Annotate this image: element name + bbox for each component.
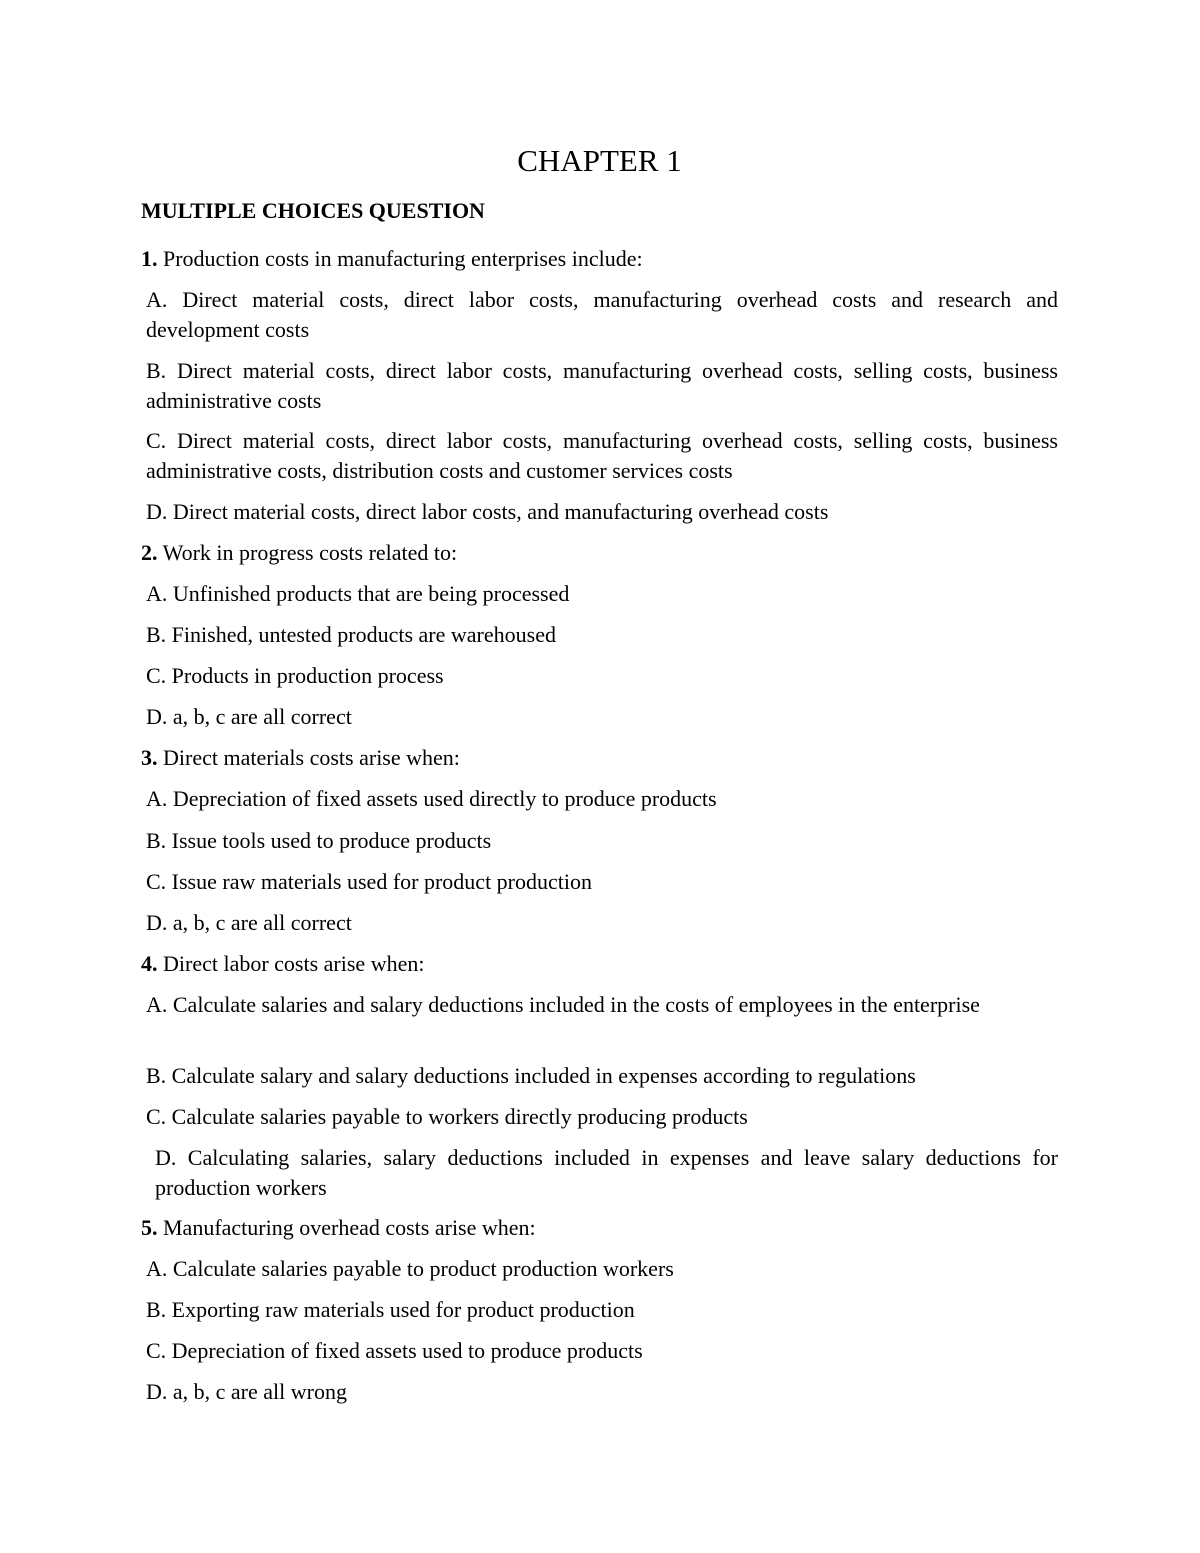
question-text: Direct materials costs arise when: — [157, 745, 460, 770]
question-5-option-a: A. Calculate salaries payable to product production workers — [146, 1256, 674, 1281]
chapter-title: CHAPTER 1 — [517, 143, 682, 178]
question-text: Manufacturing overhead costs arise when: — [157, 1215, 536, 1240]
question-number: 2. — [141, 540, 158, 565]
question-3 — [141, 743, 1058, 773]
question-1-option-a: A. Direct material costs, direct labor costs, manufacturing overhead costs and research and development costs — [146, 287, 1058, 342]
question-text: Work in progress costs related to: — [157, 540, 458, 565]
question-3-option-d: D. a, b, c are all correct — [146, 910, 352, 935]
question-4-option-a: A. Calculate salaries and salary deductions included in the costs of employees in the enterprise — [146, 992, 980, 1017]
question-3-option-b: B. Issue tools used to produce products — [146, 828, 492, 853]
question-5-option-d: D. a, b, c are all wrong — [146, 1379, 347, 1404]
question-4-option-d: D. Calculating salaries, salary deductions included in expenses and leave salary deductions for production workers — [155, 1145, 1058, 1200]
question-2-option-a: A. Unfinished products that are being processed — [146, 581, 570, 606]
question-5-option-b: B. Exporting raw materials used for product production — [146, 1297, 635, 1322]
question-1-option-b: B. Direct material costs, direct labor costs, manufacturing overhead costs, selling costs, business administrative costs — [146, 358, 1058, 413]
question-2 — [141, 538, 1058, 568]
question-1 — [141, 244, 1058, 274]
question-1-option-d: D. Direct material costs, direct labor costs, and manufacturing overhead costs — [146, 499, 829, 524]
question-2-option-b: B. Finished, untested products are warehoused — [146, 622, 556, 647]
section-heading: MULTIPLE CHOICES QUESTION — [141, 198, 485, 223]
question-1-option-c: C. Direct material costs, direct labor costs, manufacturing overhead costs, selling costs, business administrative costs, distribution costs and customer services costs — [146, 428, 1058, 483]
question-3-option-a: A. Depreciation of fixed assets used directly to produce products — [146, 786, 717, 811]
question-3-option-c: C. Issue raw materials used for product production — [146, 869, 592, 894]
question-2-option-d: D. a, b, c are all correct — [146, 704, 352, 729]
question-number: 1. — [141, 246, 158, 271]
question-4 — [141, 949, 1058, 979]
question-number: 3. — [141, 745, 158, 770]
question-text: Production costs in manufacturing enterprises include: — [157, 246, 643, 271]
question-text: Direct labor costs arise when: — [157, 951, 425, 976]
question-4-option-c: C. Calculate salaries payable to workers directly producing products — [146, 1104, 748, 1129]
question-4-option-b: B. Calculate salary and salary deductions included in expenses according to regulations — [146, 1063, 916, 1088]
question-5 — [141, 1213, 1058, 1243]
question-2-option-c: C. Products in production process — [146, 663, 444, 688]
question-number: 4. — [141, 951, 158, 976]
question-5-option-c: C. Depreciation of fixed assets used to produce products — [146, 1338, 643, 1363]
question-number: 5. — [141, 1215, 158, 1240]
